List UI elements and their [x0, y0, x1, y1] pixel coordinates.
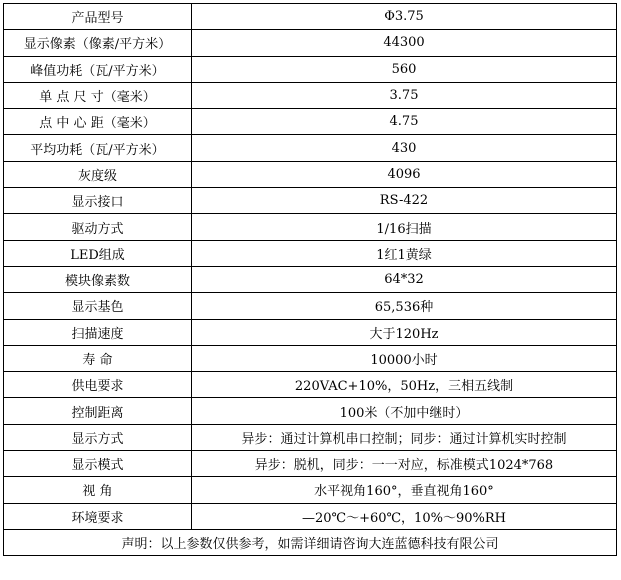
spec-row — [4, 109, 617, 135]
spec-label: 显示接口 — [4, 188, 192, 214]
spec-row — [4, 135, 617, 161]
spec-row — [4, 161, 617, 187]
spec-value: 4096 — [192, 161, 617, 187]
spec-table — [3, 3, 617, 556]
spec-value: 1/16扫描 — [192, 214, 617, 240]
spec-label: 点 中 心 距（毫米） — [4, 109, 192, 135]
spec-value: 大于120Hz — [192, 319, 617, 345]
spec-label: LED组成 — [4, 240, 192, 266]
spec-row — [4, 82, 617, 108]
spec-value: 100米（不加中继时） — [192, 398, 617, 424]
spec-row — [4, 503, 617, 529]
spec-value: 异步：通过计算机串口控制；同步：通过计算机实时控制 — [192, 424, 617, 450]
spec-label: 环境要求 — [4, 503, 192, 529]
spec-value: 64*32 — [192, 266, 617, 292]
spec-value: 异步：脱机，同步：一一对应，标准模式1024*768 — [192, 451, 617, 477]
spec-table-body — [4, 4, 617, 556]
spec-row — [4, 319, 617, 345]
spec-row — [4, 451, 617, 477]
spec-label: 寿 命 — [4, 345, 192, 371]
spec-row — [4, 372, 617, 398]
spec-label: 峰值功耗（瓦/平方米） — [4, 56, 192, 82]
spec-value: 560 — [192, 56, 617, 82]
spec-label: 供电要求 — [4, 372, 192, 398]
spec-label: 显示基色 — [4, 293, 192, 319]
spec-label: 控制距离 — [4, 398, 192, 424]
spec-value: 1红1黄绿 — [192, 240, 617, 266]
disclaimer-row — [4, 529, 617, 555]
spec-row — [4, 4, 617, 30]
spec-row — [4, 345, 617, 371]
spec-value: 10000小时 — [192, 345, 617, 371]
spec-value: Φ3.75 — [192, 4, 617, 30]
spec-value: 4.75 — [192, 109, 617, 135]
spec-row — [4, 56, 617, 82]
spec-value: 3.75 — [192, 82, 617, 108]
spec-label: 扫描速度 — [4, 319, 192, 345]
spec-row — [4, 30, 617, 56]
spec-value: 65,536种 — [192, 293, 617, 319]
spec-label: 显示像素（像素/平方米） — [4, 30, 192, 56]
spec-label: 平均功耗（瓦/平方米） — [4, 135, 192, 161]
spec-value: 430 — [192, 135, 617, 161]
disclaimer-text: 声明：以上参数仅供参考，如需详细请咨询大连蓝德科技有限公司 — [4, 529, 617, 555]
spec-label: 模块像素数 — [4, 266, 192, 292]
spec-label: 视 角 — [4, 477, 192, 503]
spec-row — [4, 240, 617, 266]
spec-value: 水平视角160°，垂直视角160° — [192, 477, 617, 503]
spec-value: 220VAC+10%，50Hz，三相五线制 — [192, 372, 617, 398]
spec-value: RS-422 — [192, 188, 617, 214]
spec-row — [4, 477, 617, 503]
spec-label: 单 点 尺 寸（毫米） — [4, 82, 192, 108]
spec-label: 产品型号 — [4, 4, 192, 30]
spec-label: 灰度级 — [4, 161, 192, 187]
spec-row — [4, 293, 617, 319]
spec-row — [4, 214, 617, 240]
spec-label: 显示方式 — [4, 424, 192, 450]
spec-value: 44300 — [192, 30, 617, 56]
spec-row — [4, 398, 617, 424]
spec-row — [4, 266, 617, 292]
spec-value: —20℃～+60℃，10%～90%RH — [192, 503, 617, 529]
spec-label: 显示模式 — [4, 451, 192, 477]
spec-row — [4, 424, 617, 450]
spec-label: 驱动方式 — [4, 214, 192, 240]
spec-row — [4, 188, 617, 214]
